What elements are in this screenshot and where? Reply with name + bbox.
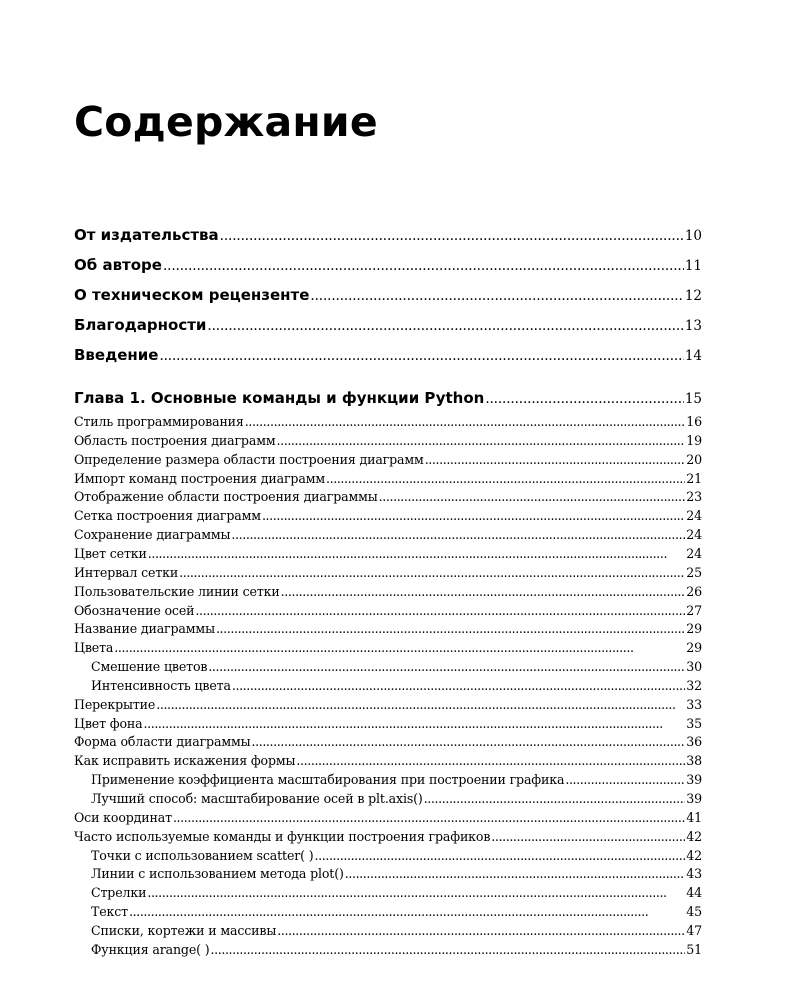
toc-entry[interactable]: [74, 603, 702, 618]
toc-entry-label: Определение размера области построения диаграмм: [74, 451, 424, 467]
dot-leader: [173, 810, 685, 825]
dot-leader: [144, 716, 686, 731]
toc-entry[interactable]: [74, 414, 702, 429]
dot-leader: [147, 885, 685, 900]
toc-entry-page: 43: [686, 866, 702, 882]
toc-entry-label: Применение коэффициента масштабирования при построении графика: [91, 772, 565, 788]
dot-leader: [491, 829, 685, 844]
dot-leader: [207, 318, 683, 334]
toc-entry-page: 11: [684, 258, 702, 274]
dot-leader: [310, 288, 683, 304]
toc-entry-label: Форма области диаграммы: [74, 734, 251, 750]
toc-entry-page: 39: [686, 772, 702, 788]
toc-entry-page: 36: [686, 734, 702, 750]
toc-entry-page: 27: [686, 602, 702, 618]
toc-entry[interactable]: [74, 389, 702, 407]
toc-entry[interactable]: [74, 226, 702, 244]
toc-entry-page: 35: [686, 715, 702, 731]
dot-leader: [315, 848, 686, 863]
toc-entry[interactable]: [74, 640, 702, 655]
toc-entry-label: От издательства: [74, 226, 219, 244]
dot-leader: [216, 621, 685, 636]
toc-entry[interactable]: [74, 848, 702, 863]
toc-entry-label: Обозначение осей: [74, 602, 195, 618]
toc-entry-page: 33: [686, 696, 702, 712]
dot-leader: [565, 772, 685, 787]
dot-leader: [179, 565, 685, 580]
dot-leader: [195, 603, 685, 618]
toc-entry[interactable]: [74, 697, 702, 712]
toc-entry[interactable]: [74, 256, 702, 274]
toc-entry-page: 51: [686, 941, 702, 957]
toc-entry-label: Интервал сетки: [74, 564, 179, 580]
dot-leader: [326, 471, 685, 486]
toc-entry-page: 10: [684, 228, 702, 244]
toc-entry-label: Название диаграммы: [74, 621, 215, 637]
toc-entry[interactable]: [74, 942, 702, 957]
dot-leader: [424, 791, 686, 806]
toc-entry-page: 47: [686, 922, 702, 938]
dot-leader: [129, 904, 685, 919]
toc-entry-page: 12: [684, 288, 702, 304]
toc-entry[interactable]: [74, 565, 702, 580]
dot-leader: [208, 659, 685, 674]
toc-entry-label: Стрелки: [91, 885, 147, 901]
dot-leader: [245, 414, 686, 429]
toc-entry[interactable]: [74, 546, 702, 561]
toc-entry-page: 19: [686, 432, 702, 448]
dot-leader: [425, 452, 686, 467]
toc-entry-label: Сетка построения диаграмм: [74, 508, 261, 524]
toc-entry[interactable]: [74, 904, 702, 919]
toc-entry-label: Смешение цветов: [91, 659, 208, 675]
toc-entry-label: О техническом рецензенте: [74, 286, 310, 304]
toc-entry-label: Об авторе: [74, 256, 162, 274]
toc-entry-label: Как исправить искажения формы: [74, 753, 296, 769]
toc-entry-page: 24: [686, 545, 702, 561]
toc-entry[interactable]: [74, 621, 702, 636]
toc-entry-page: 23: [686, 489, 702, 505]
toc-entry-page: 21: [686, 470, 702, 486]
toc-entry[interactable]: [74, 791, 702, 806]
toc-entry[interactable]: [74, 433, 702, 448]
toc-entry[interactable]: [74, 923, 702, 938]
toc-entry[interactable]: [74, 659, 702, 674]
dot-leader: [277, 433, 686, 448]
toc-entry-label: Сохранение диаграммы: [74, 527, 231, 543]
toc-entry-label: Пользовательские линии сетки: [74, 583, 280, 599]
toc-entry[interactable]: [74, 866, 702, 881]
toc-entry[interactable]: [74, 471, 702, 486]
dot-leader: [163, 258, 684, 274]
toc-entry-page: 26: [686, 583, 702, 599]
toc-entry-label: Цвет сетки: [74, 545, 147, 561]
toc-entry[interactable]: [74, 286, 702, 304]
toc-entry-page: 38: [686, 753, 702, 769]
dot-leader: [277, 923, 685, 938]
toc-entry[interactable]: [74, 527, 702, 542]
toc-entry-label: Глава 1. Основные команды и функции Python: [74, 389, 485, 407]
toc-entry-label: Текст: [91, 904, 128, 920]
page-title: Содержание: [74, 98, 378, 146]
toc-entry[interactable]: [74, 489, 702, 504]
toc-entry-page: 44: [686, 885, 702, 901]
toc-entry[interactable]: [74, 772, 702, 787]
toc-entry[interactable]: [74, 346, 702, 364]
toc-entry-page: 13: [684, 318, 702, 334]
toc-entry-page: 20: [686, 451, 702, 467]
toc-entry[interactable]: [74, 316, 702, 334]
toc-entry-page: 32: [686, 677, 702, 693]
toc-entry[interactable]: [74, 734, 702, 749]
toc-entry-label: Цвета: [74, 640, 114, 656]
toc-entry-page: 24: [686, 527, 702, 543]
toc-entry-page: 25: [686, 564, 702, 580]
toc-entry-page: 15: [684, 391, 702, 407]
toc-entry-label: Часто используемые команды и функции построения графиков: [74, 828, 491, 844]
dot-leader: [231, 527, 685, 542]
dot-leader: [220, 228, 684, 244]
toc-entry-label: Перекрытие: [74, 696, 156, 712]
dot-leader: [281, 584, 686, 599]
toc-entry-page: 39: [686, 791, 702, 806]
toc-entry[interactable]: [74, 678, 702, 693]
toc-entry[interactable]: [74, 584, 702, 599]
toc-entry-label: Интенсивность цвета: [91, 677, 231, 693]
dot-leader: [485, 391, 684, 407]
toc-entry-label: Функция arange( ): [91, 941, 210, 957]
toc-entry-label: Лучший способ: масштабирование осей в plt.axis(): [91, 791, 423, 806]
toc-entry-label: Точки с использованием scatter( ): [91, 847, 314, 863]
toc-entry-label: Отображение области построения диаграммы: [74, 489, 378, 505]
dot-leader: [232, 678, 685, 693]
dot-leader: [379, 489, 686, 504]
toc-entry-page: 41: [686, 809, 702, 825]
toc-entry-page: 24: [686, 508, 702, 524]
toc-entry-page: 29: [686, 640, 702, 656]
toc-entry-label: Область построения диаграмм: [74, 432, 276, 448]
toc-entry[interactable]: [74, 753, 702, 768]
toc-entry-label: Линии с использованием метода plot(): [91, 866, 344, 882]
toc-entry-label: Введение: [74, 346, 159, 364]
dot-leader: [252, 734, 686, 749]
dot-leader: [156, 697, 685, 712]
dot-leader: [114, 640, 685, 655]
dot-leader: [148, 546, 686, 561]
toc-entry-page: 29: [686, 621, 702, 637]
toc-entry-page: 16: [686, 414, 702, 429]
toc-entry-label: Списки, кортежи и массивы: [91, 922, 277, 938]
toc-entry-label: Оси координат: [74, 809, 172, 825]
dot-leader: [211, 942, 686, 957]
toc-entry[interactable]: [74, 452, 702, 467]
toc-entry-label: Импорт команд построения диаграмм: [74, 470, 325, 486]
dot-leader: [296, 753, 685, 768]
toc-entry-label: Благодарности: [74, 316, 207, 334]
dot-leader: [262, 508, 685, 523]
dot-leader: [345, 866, 686, 881]
toc-entry-page: 42: [686, 847, 702, 863]
dot-leader: [159, 348, 683, 364]
toc-entry-page: 45: [686, 904, 702, 920]
toc-entry-page: 30: [686, 659, 702, 675]
toc-entry[interactable]: [74, 829, 702, 844]
toc-entry[interactable]: [74, 716, 702, 731]
toc-entry-label: Стиль программирования: [74, 414, 244, 429]
toc-entry-page: 42: [686, 828, 702, 844]
toc-entry[interactable]: [74, 810, 702, 825]
toc-entry[interactable]: [74, 508, 702, 523]
toc-entry[interactable]: [74, 885, 702, 900]
toc-entry-label: Цвет фона: [74, 715, 143, 731]
toc-entry-page: 14: [684, 348, 702, 364]
